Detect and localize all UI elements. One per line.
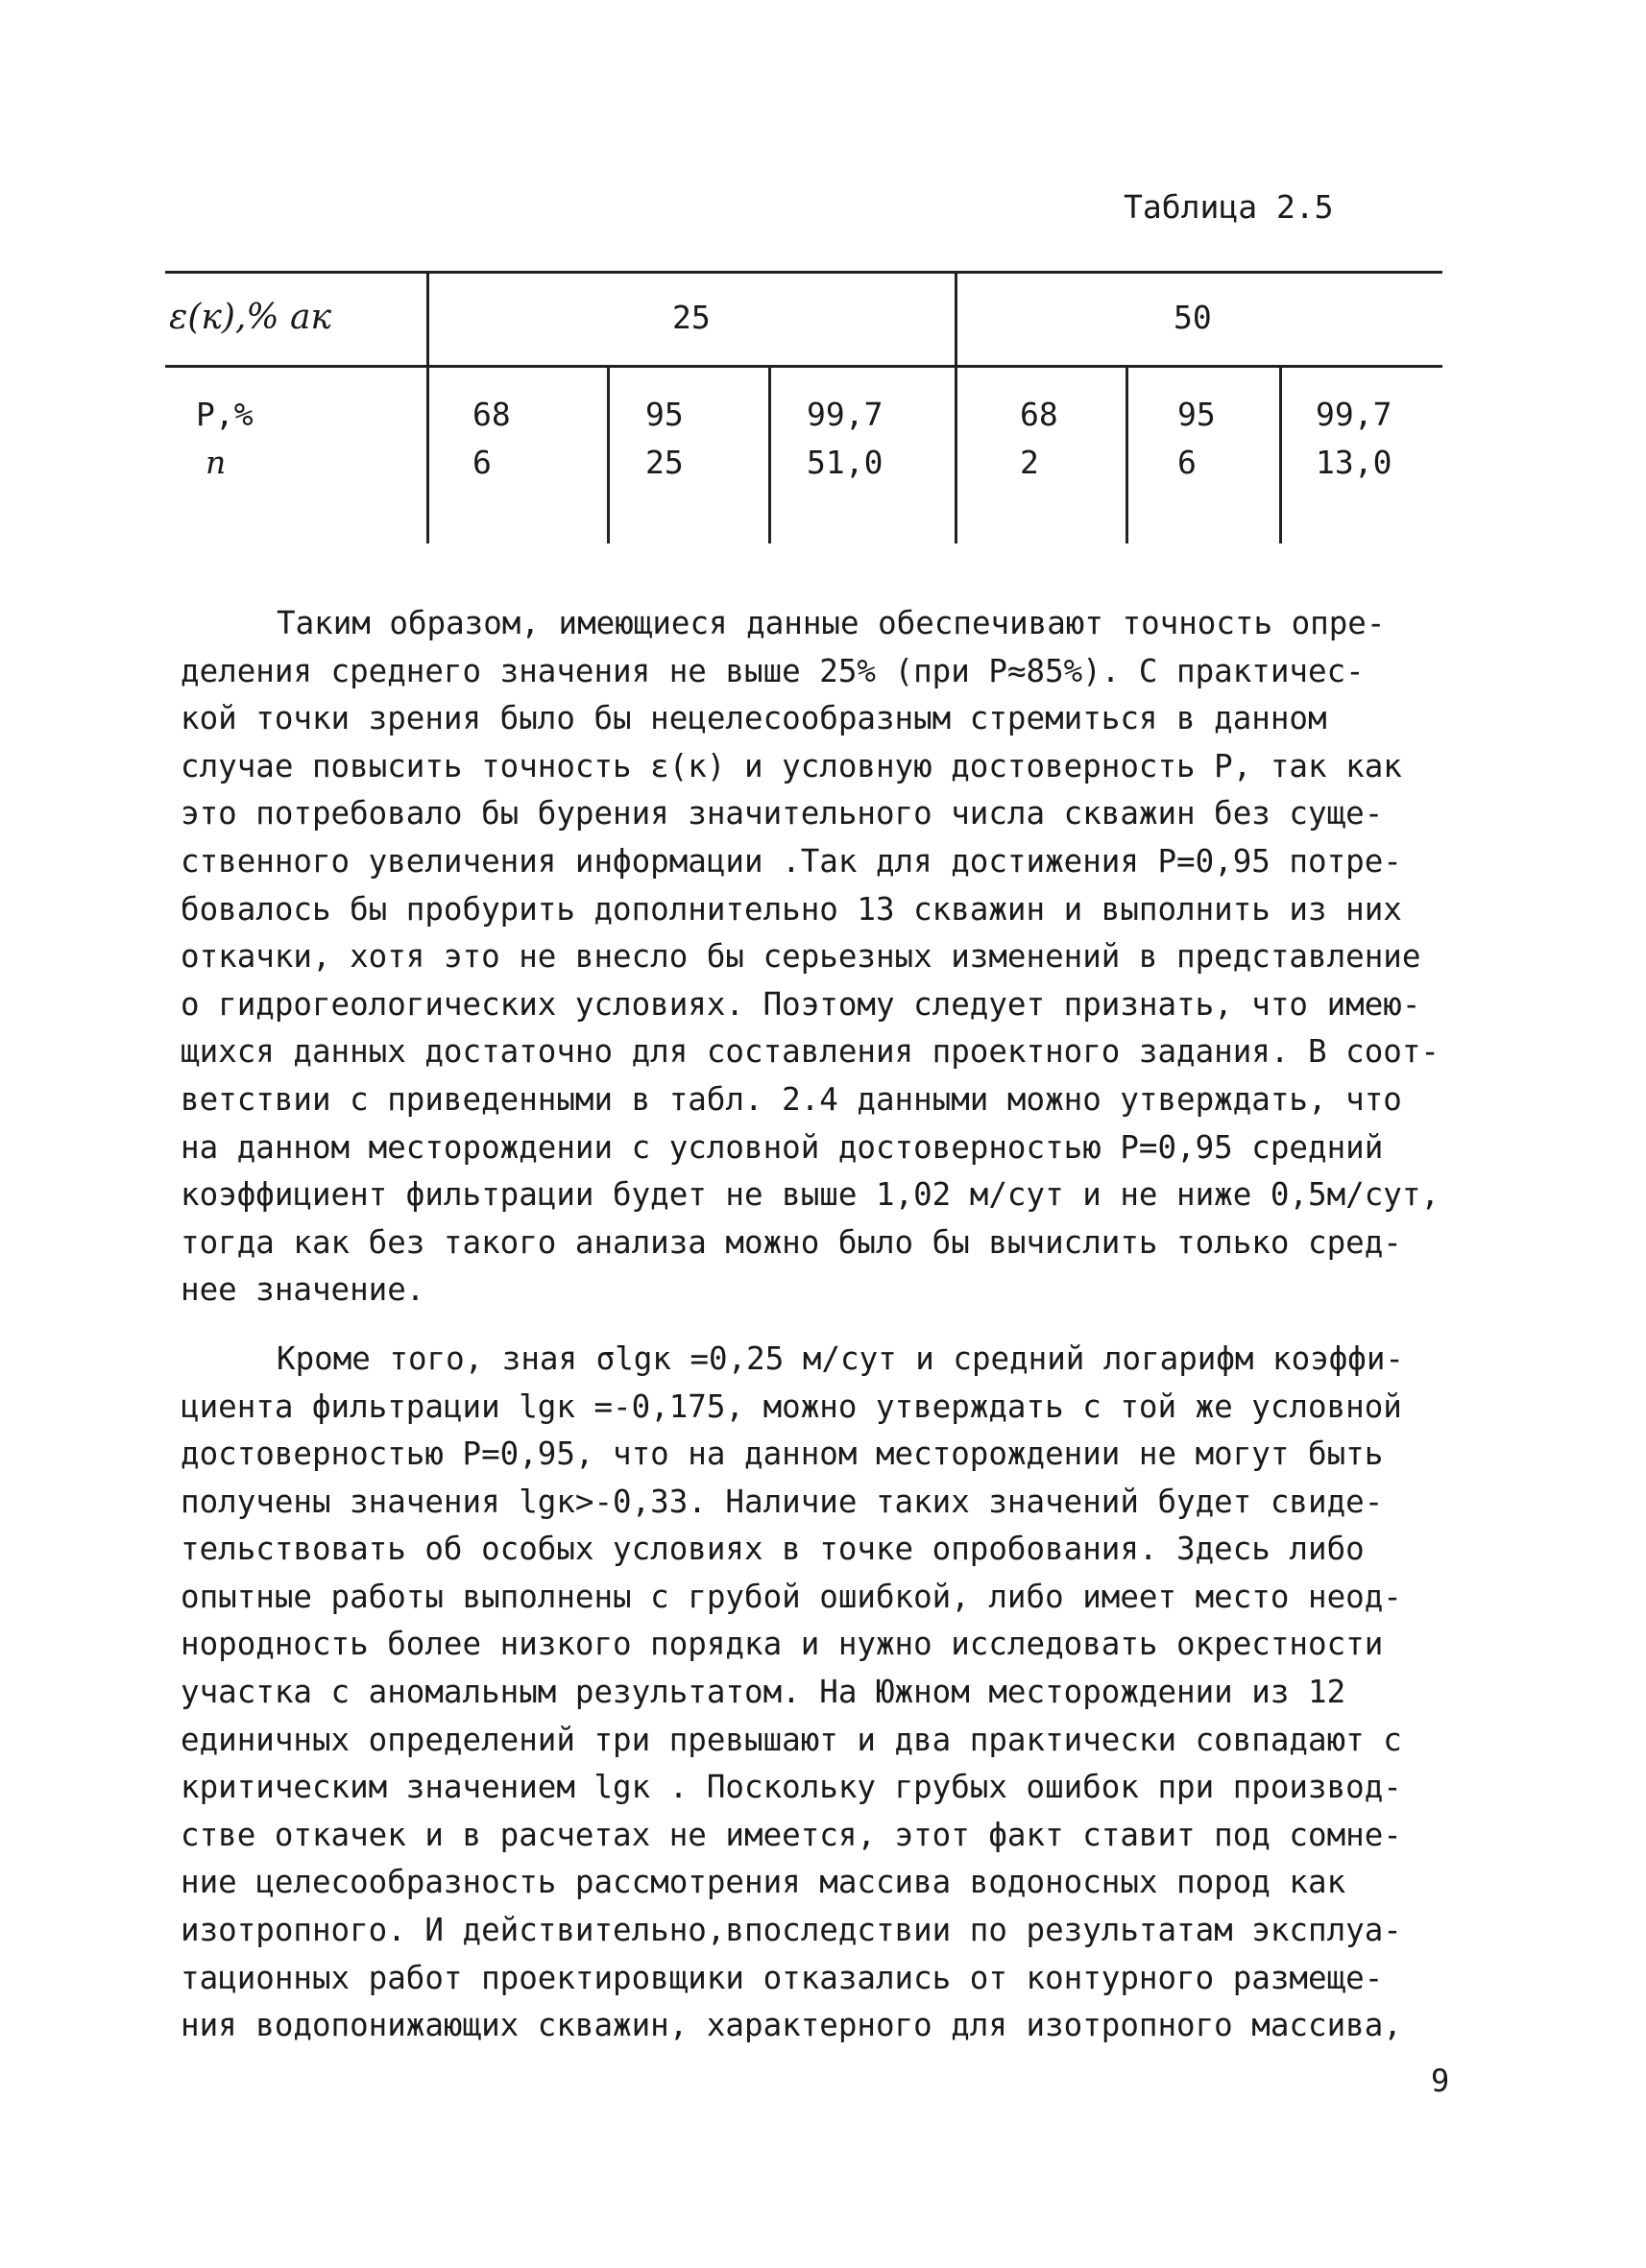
table-caption: Таблица 2.5 — [1124, 188, 1334, 226]
text-line: критическим значением lgк . Поскольку грубых ошибок при производ- — [181, 1769, 1402, 1806]
text-line: тогда как без такого анализа можно было бы вычислить только сред- — [181, 1223, 1402, 1261]
table-cell: 95 — [1177, 396, 1216, 433]
text-line: изотропного. И действительно,впоследствии по результатам эксплуа- — [181, 1912, 1402, 1949]
text-line: Таким образом, имеющиеся данные обеспечивают точность опре- — [277, 605, 1386, 641]
table-cell: 51,0 — [807, 444, 884, 481]
paragraph — [181, 600, 1467, 1315]
table-top-rule — [165, 271, 1442, 274]
paragraph — [181, 1336, 1467, 2050]
table-divider — [426, 365, 429, 543]
table-cell: 2 — [1020, 444, 1039, 481]
text-line: опытные работы выполнены с грубой ошибкой, либо имеет место неод- — [181, 1578, 1402, 1615]
table-group-header: 25 — [672, 299, 711, 336]
text-line: откачки, хотя это не внесло бы серьезных изменений в представление — [181, 938, 1421, 976]
text-line: получены значения lgк>-0,33. Наличие таких значений будет свиде- — [181, 1483, 1384, 1520]
table-cell: 25 — [645, 444, 684, 481]
table-cell: 95 — [645, 396, 684, 433]
text-line: ственного увеличения информации .Так для достижения Р=0,95 потре- — [181, 842, 1402, 880]
table-cell: 13,0 — [1316, 444, 1392, 481]
table-row-label: Р,% — [196, 396, 254, 433]
table-cell: 68 — [1020, 396, 1058, 433]
text-line: щихся данных достаточно для составления проектного задания. В соот- — [181, 1033, 1440, 1071]
text-line: кой точки зрения было бы нецелесообразным стремиться в данном — [181, 700, 1327, 737]
table-row-label: n — [206, 444, 227, 481]
table-divider — [768, 365, 771, 543]
text-line: участка с аномальным результатом. На Южном месторождении из 12 — [181, 1674, 1346, 1711]
text-line: тационных работ проектировщики отказались от контурного размеще- — [181, 1959, 1384, 1996]
text-line: ния водопонижающих скважин, характерного для изотропного массива, — [181, 2007, 1402, 2044]
text-line: на данном месторождении с условной достоверностью Р=0,95 средний — [181, 1128, 1384, 1166]
text-line: Кроме того, зная σlgк =0,25 м/сут и средний логарифм коэффи- — [277, 1339, 1404, 1377]
text-line: тельствовать об особых условиях в точке опробования. Здесь либо — [181, 1531, 1365, 1568]
table-cell: 68 — [472, 396, 511, 433]
page-number: 9 — [1431, 2063, 1450, 2099]
text-line: о гидрогеологических условиях. Поэтому следует признать, что имею- — [181, 985, 1421, 1023]
table-cell: 99,7 — [807, 396, 884, 433]
text-line: бовалось бы пробурить дополнительно 13 скважин и выполнить из них — [181, 890, 1402, 928]
table-divider — [1279, 365, 1282, 543]
text-line: достоверностью Р=0,95, что на данном месторождении не могут быть — [181, 1436, 1384, 1473]
text-line: коэффициент фильтрации будет не выше 1,02 м/сут и не ниже 0,5м/сут, — [181, 1176, 1440, 1214]
table-divider — [1126, 365, 1128, 543]
text-line: случае повысить точность ε(к) и условную достоверность Р, так как — [181, 747, 1402, 784]
text-line: единичных определений три превышают и два практически совпадают с — [181, 1721, 1402, 1758]
body-text — [181, 600, 1467, 2050]
data-table — [165, 271, 1442, 543]
text-line: циента фильтрации lgк =-0,175, можно утверждать с той же условной — [181, 1387, 1402, 1425]
table-cell: 6 — [1177, 444, 1197, 481]
text-line: нее значение. — [181, 1271, 425, 1309]
text-line: стве откачек и в расчетах не имеется, этот факт ставит под сомне- — [181, 1816, 1402, 1853]
table-divider — [955, 271, 957, 543]
text-line: нородность более низкого порядка и нужно исследовать окрестности — [181, 1626, 1384, 1663]
text-line: ветствии с приведенными в табл. 2.4 данными можно утверждать, что — [181, 1080, 1402, 1118]
table-group-header: 50 — [1174, 299, 1212, 336]
table-header-rule — [165, 365, 1442, 368]
table-divider — [426, 271, 429, 369]
table-header-label: ε(к),% aк — [169, 298, 331, 337]
table-divider — [607, 365, 610, 543]
text-line: деления среднего значения не выше 25% (при Р≈85%). С практичес- — [181, 652, 1365, 689]
text-line: ние целесообразность рассмотрения массива водоносных пород как — [181, 1864, 1346, 1901]
text-line: это потребовало бы бурения значительного числа скважин без суще- — [181, 795, 1384, 832]
table-cell: 6 — [472, 444, 492, 481]
table-cell: 99,7 — [1316, 396, 1392, 433]
